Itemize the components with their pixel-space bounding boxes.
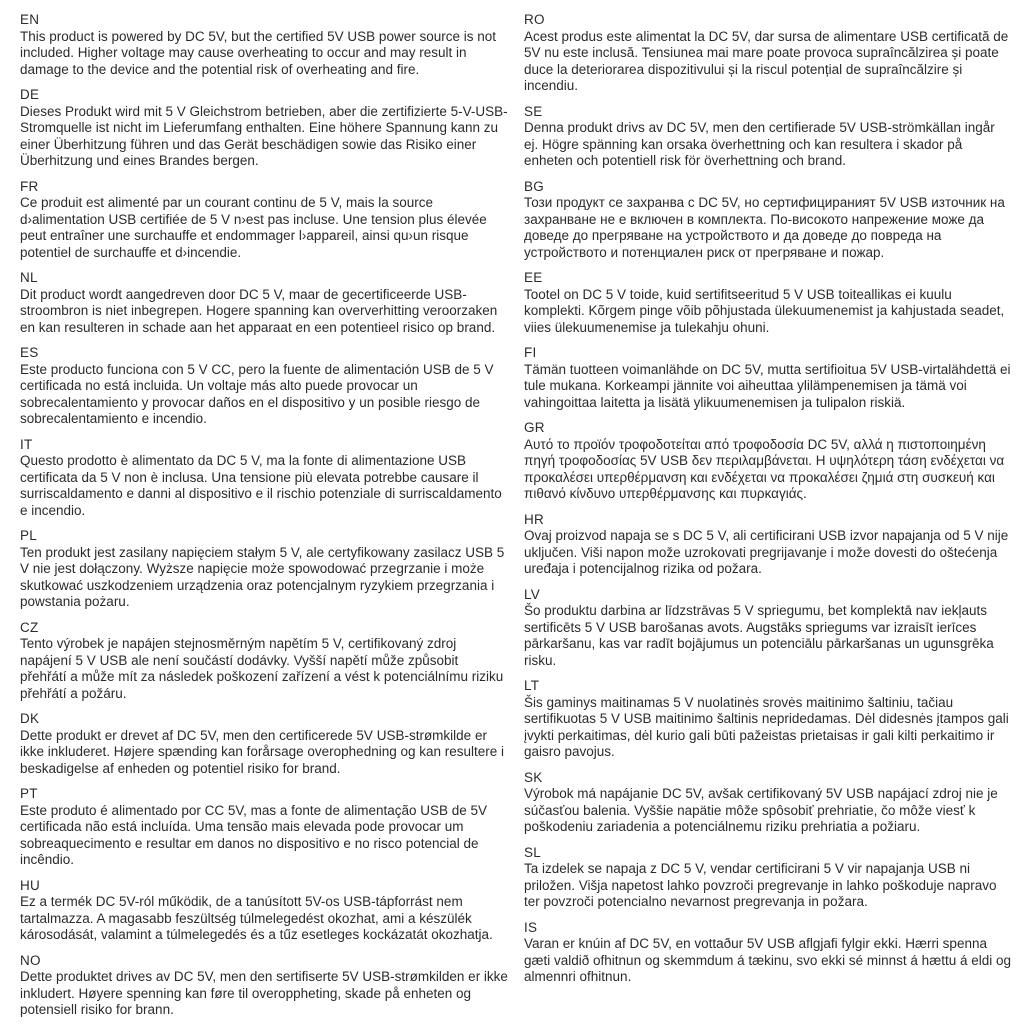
- language-code: IS: [524, 919, 538, 935]
- language-text: Αυτό το προϊόν τροφοδοτείται από τροφοδοσία DC 5V, αλλά η πιστοποιημένη πηγή τροφοδοσίας 5V USB δεν περιλαμβάνεται. Η υψηλότερη τάση ενδέχεται να προκαλέσει υπερθέρμανση και ενδέχεται να προκαλέσει ζημιά στη συσκευή και πιθανό κίνδυνο υπερθέρμανσης και πυρκαγιάς.: [524, 436, 1005, 501]
- language-section-sl: [524, 845, 1012, 911]
- language-section-se: [524, 104, 1012, 170]
- language-text: Výrobok má napájanie DC 5V, avšak certifikovaný 5V USB napájací zdroj nie je súčasťou balenia. Vyššie napätie môže spôsobiť prehriatie, čo môže viesť k poškodeniu zariadenia a potenciálnemu riziku prehriatia a požiaru.: [524, 786, 998, 834]
- language-code: HR: [524, 511, 544, 527]
- language-code: DE: [20, 87, 40, 102]
- language-code: PT: [20, 786, 38, 801]
- language-section-hr: [524, 512, 1012, 578]
- language-code: BG: [524, 178, 544, 194]
- language-code: LT: [524, 678, 540, 693]
- language-text: Ta izdelek se napaja z DC 5 V, vendar certificirani 5 V vir napajanja USB ni priložen. Višja napetost lahko povzroči pregrevanje in lahko poškoduje napravo ter povzroči potencialno nevarnost pregrevanja in požara.: [524, 861, 997, 909]
- language-section-is: [524, 920, 1012, 986]
- language-section-fi: [524, 345, 1012, 411]
- language-text: This product is powered by DC 5V, but the certified 5V USB power source is not included. Higher voltage may cause overheating to occur and may result in damage to the device and the potential risk of overheating and fire.: [20, 28, 496, 77]
- language-section-lt: [524, 678, 1012, 761]
- language-section-fr: [20, 179, 508, 262]
- language-code: SE: [524, 103, 543, 119]
- language-code: GR: [524, 420, 545, 435]
- language-text: Dit product wordt aangedreven door DC 5 V, maar de gecertificeerde USB-stroombron is niet inbegrepen. Hogere spanning kan oververhitting veroorzaken en kan resulteren in schade aan het apparaat en een potentieel risico op brand.: [20, 286, 498, 335]
- language-text: Dette produkt er drevet af DC 5V, men den certificerede 5V USB-strømkilde er ikke inkluderet. Højere spænding kan forårsage overophedning og kan resultere i beskadigelse af enheden og potentiel risiko for brand.: [20, 727, 505, 776]
- language-text: Tämän tuotteen voimanlähde on DC 5V, mutta sertifioitua 5V USB-virtalähdettä ei tule mukana. Korkeampi jännite voi aiheuttaa ylilämpenemisen ja tämä voi vahingoittaa laitetta ja lisätä ylikuumenemisen ja tulipalon riskiä.: [524, 361, 1011, 410]
- language-section-dk: [20, 711, 508, 777]
- language-text: Questo prodotto è alimentato da DC 5 V, ma la fonte di alimentazione USB certificata da 5 V non è inclusa. Una tensione più elevata potrebbe causare il surriscaldamento e danni al dispositivo e il rischio potenziale di surriscaldamento e incendio.: [20, 453, 502, 518]
- language-section-no: [20, 953, 508, 1019]
- language-section-en: [20, 12, 508, 78]
- language-code: ES: [20, 345, 39, 360]
- language-code: HU: [20, 877, 40, 893]
- language-code: DK: [20, 711, 40, 726]
- language-text: Acest produs este alimentat la DC 5V, dar sursa de alimentare USB certificată de 5V nu este inclusă. Tensiunea mai mare poate provoca supraîncălzirea și poate duce la deteriorarea dispozitivului și la riscul potențial de supraîncălzire și incendiu.: [524, 28, 1009, 93]
- language-code: SK: [524, 769, 543, 785]
- language-code: RO: [524, 12, 545, 27]
- language-text: Denna produkt drivs av DC 5V, men den certifierade 5V USB-strömkällan ingår ej. Högre spänning kan orsaka överhettning och kan resultera i skador på enheten och potentiell risk för överhettning och brand.: [524, 120, 995, 168]
- language-text: Varan er knúin af DC 5V, en vottaður 5V USB aflgjafi fylgir ekki. Hærri spenna gæti valdið ofhitnun og skemmdum á tækinu, svo ekki sé minnst á hættu á eldi og almennri ofhitnun.: [524, 936, 1011, 984]
- language-code: CZ: [20, 619, 39, 635]
- language-code: LV: [524, 586, 540, 602]
- language-section-gr: [524, 420, 1012, 503]
- language-code: IT: [20, 436, 33, 452]
- language-text: Този продукт се захранва с DC 5V, но сертифицираният 5V USB източник на захранване не е включен в комплекта. По-високото напрежение може да доведе до прегряване на устройството и да доведе до повреда на устройството и потенциален риск от прегряване и пожар.: [524, 195, 1005, 260]
- language-section-nl: [20, 270, 508, 336]
- language-text: Este producto funciona con 5 V CC, pero la fuente de alimentación USB de 5 V certificada no está incluida. Un voltaje más alto puede provocar un sobrecalentamiento y provocar daños en el dispositivo y un posible riesgo de sobrecalentamiento e incendio.: [20, 361, 494, 426]
- language-text: Tento výrobek je napájen stejnosměrným napětím 5 V, certifikovaný zdroj napájení 5 V USB ale není součástí dodávky. Vyšší napětí může způsobit přehřátí a může mít za následek poškození zařízení a vést k potenciálnímu riziku přehřátí a požáru.: [20, 636, 504, 701]
- language-text: Dieses Produkt wird mit 5 V Gleichstrom betrieben, aber die zertifizierte 5-V-USB-Stromquelle ist nicht im Lieferumfang enthalten. Eine höhere Spannung kann zu einer Überhitzung führen und das Gerät beschädigen sowie das Risiko einer Überhitzung und eines Brandes bergen.: [20, 103, 508, 168]
- language-section-pt: [20, 786, 508, 869]
- language-section-es: [20, 345, 508, 428]
- language-code: EN: [20, 12, 40, 27]
- language-code: NO: [20, 952, 41, 968]
- language-section-cz: [20, 620, 508, 703]
- language-code: SL: [524, 844, 541, 860]
- language-text: Tootel on DC 5 V toide, kuid sertifitseeritud 5 V USB toiteallikas ei kuulu komplekti. Kõrgem pinge võib põhjustada ülekuumenemist ja kahjustada seadet, viies ülekuumenemise ja tulekahju ohuni.: [524, 286, 1005, 335]
- language-text: Ovaj proizvod napaja se s DC 5 V, ali certificirani USB izvor napajanja od 5 V nije uključen. Viši napon može uzrokovati pregrijavanje i može dovesti do oštećenja uređaja i potencijalnog rizika od požara.: [524, 528, 1009, 576]
- language-code: FR: [20, 178, 39, 194]
- column-left: [20, 12, 508, 1028]
- language-text: Este produto é alimentado por CC 5V, mas a fonte de alimentação USB de 5V certificada não está incluída. Uma tensão mais elevada pode provocar um sobreaquecimento e resultar em danos no dispositivo e no risco potencial de incêndio.: [20, 802, 488, 867]
- language-text: Ce produit est alimenté par un courant continu de 5 V, mais la source d›alimentation USB certifiée de 5 V n›est pas incluse. Une tension plus élevée peut entraîner une surchauffe et endommager l›appareil, ainsi qu›un risque potentiel de surchauffe et d›incendie.: [20, 195, 487, 260]
- language-text: Dette produktet drives av DC 5V, men den sertifiserte 5V USB-strømkilden er ikke inkludert. Høyere spenning kan føre til overoppheting, skade på enheten og potensiell risiko for brann.: [20, 969, 508, 1017]
- language-section-ee: [524, 270, 1012, 336]
- language-section-pl: [20, 528, 508, 611]
- language-section-de: [20, 87, 508, 170]
- language-text: Šo produktu darbina ar līdzstrāvas 5 V spriegumu, bet komplektā nav iekļauts sertificēts 5 V USB barošanas avots. Augstāks spriegums var izraisīt ierīces pārkaršanu, kas var radīt bojājumus un potenciālu pārkaršanas un ugunsgrēka risku.: [524, 603, 994, 668]
- language-text: Šis gaminys maitinamas 5 V nuolatinės srovės maitinimo šaltiniu, tačiau sertifikuotas 5 V USB maitinimo šaltinis nepridedamas. Dėl didesnės įtampos gali įvykti perkaitimas, dėl kurio gali būti pažeistas prietaisas ir gali kilti perkaitimo ir gaisro pavojus.: [524, 694, 1009, 759]
- language-section-it: [20, 437, 508, 520]
- language-text: Ez a termék DC 5V-ról működik, de a tanúsított 5V-os USB-tápforrást nem tartalmazza. A magasabb feszültség túlmelegedést okozhat, ami a készülék károsodását, valamint a túlmelegedés és a tűz esetleges kockázatát okozhatja.: [20, 894, 493, 942]
- language-section-hu: [20, 878, 508, 944]
- language-section-sk: [524, 770, 1012, 836]
- language-section-lv: [524, 587, 1012, 670]
- column-right: [524, 12, 1012, 1028]
- language-section-ro: [524, 12, 1012, 95]
- language-code: FI: [524, 345, 537, 360]
- language-text: Ten produkt jest zasilany napięciem stałym 5 V, ale certyfikowany zasilacz USB 5 V nie jest dołączony. Wyższe napięcie może spowodować przegrzanie i może skutkować uszkodzeniem urządzenia oraz potencjalnym ryzykiem przegrzania i powstania pożaru.: [20, 544, 505, 609]
- language-code: NL: [20, 270, 38, 285]
- language-code: PL: [20, 528, 37, 543]
- language-code: EE: [524, 270, 543, 285]
- language-section-bg: [524, 179, 1012, 262]
